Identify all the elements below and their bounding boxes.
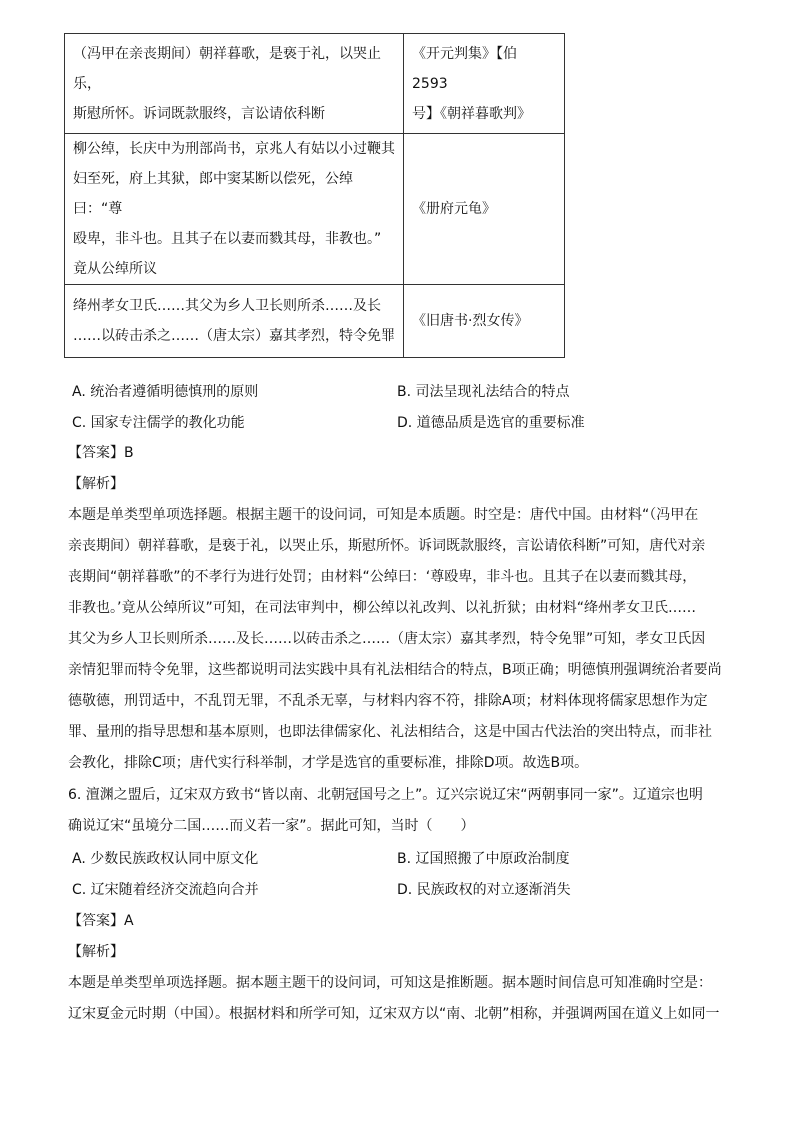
question-stem-line: 6. 澶渊之盟后，辽宋双方致书“皆以南、北朝冠国号之上”。辽兴宗说辽宋“两朝事同一家”。辽道宗也明 <box>68 787 703 803</box>
table-source-line: 《旧唐书·烈女传》 <box>412 313 529 329</box>
table-text-line: ……以砖击杀之……（唐太宗）嘉其孝烈，特令免罪 <box>73 328 395 344</box>
material-source-cell <box>404 285 565 358</box>
material-text-cell <box>65 134 404 285</box>
table-source-line: 《开元判集》【伯 2593 <box>412 45 517 92</box>
table-row <box>65 134 565 285</box>
material-text-cell <box>65 285 404 358</box>
option-a: A. 少数民族政权认同中原文化 <box>72 851 259 867</box>
analysis-line: 亲丧期间）朝祥暮歌，是亵于礼，以哭止乐，斯慰所怀。诉词既款服终，言讼请依科断”可知，唐代对亲 <box>68 538 706 554</box>
analysis-line: 罪、量刑的指导思想和基本原则，也即法律儒家化、礼法相结合，这是中国古代法治的突出特点，而非社 <box>68 724 712 740</box>
analysis-line: 亲情犯罪而特令免罪，这些都说明司法实践中具有礼法相结合的特点，B项正确；明德慎刑强调统治者要尚 <box>68 662 722 678</box>
analysis-line: 本题是单类型单项选择题。据本题主题干的设问词，可知这是推断题。据本题时间信息可知准确时空是： <box>68 975 712 991</box>
analysis-paragraph <box>68 968 736 1030</box>
option-b: B. 辽国照搬了中原政治制度 <box>397 851 570 867</box>
material-source-cell <box>404 34 565 134</box>
option-a: A. 统治者遵循明德慎刑的原则 <box>72 384 259 400</box>
analysis-line: 本题是单类型单项选择题。根据主题干的设问词，可知是本质题。时空是：唐代中国。由材料“（冯甲在 <box>68 507 699 523</box>
analysis-label: 【解析】 <box>68 476 124 492</box>
material-text-cell <box>65 34 404 134</box>
option-c: C. 辽宋随着经济交流趋向合并 <box>72 882 259 898</box>
table-text-line: 斯慰所怀。诉词既款服终，言讼请依科断 <box>73 105 325 122</box>
table-text-line: 妇至死，府上其狱，郎中窦某断以偿死，公绰曰：“尊 <box>73 171 353 217</box>
question-stem <box>68 780 736 842</box>
option-d: D. 民族政权的对立逐渐消失 <box>397 882 571 898</box>
analysis-line: 会教化，排除C项；唐代实行科举制，才学是选官的重要标准，排除D项。故选B项。 <box>68 755 589 771</box>
option-d: D. 道德品质是选官的重要标准 <box>397 415 585 431</box>
question-stem-line: 确说辽宋“虽境分二国……而义若一家”。据此可知，当时（ ） <box>68 818 475 834</box>
table-source-line: 号】《朝祥暮歌判》 <box>412 105 531 122</box>
analysis-line: 丧期间“朝祥暮歌”的不孝行为进行处罚；由材料“公绰曰：‘尊殴卑，非斗也。且其子在以妻而戮其母， <box>68 569 697 585</box>
answer-label: 【答案】A <box>68 913 134 929</box>
table-source-line: 《册府元龟》 <box>412 201 496 217</box>
table-text-line: 竟从公绰所议 <box>73 261 157 277</box>
option-b: B. 司法呈现礼法结合的特点 <box>397 384 570 400</box>
analysis-line: 辽宋夏金元时期（中国）。根据材料和所学可知，辽宋双方以“南、北朝”相称，并强调两国在道义上如同一 <box>68 1006 720 1022</box>
option-c: C. 国家专注儒学的教化功能 <box>72 415 245 431</box>
table-text-line: 绛州孝女卫氏……其父为乡人卫长则所杀……及长 <box>73 298 381 314</box>
material-source-cell <box>404 134 565 285</box>
analysis-paragraph <box>68 500 736 779</box>
analysis-line: 非教也。’竟从公绰所议”可知，在司法审判中，柳公绰以礼改判、以礼折狱；由材料“绛州孝女卫氏…… <box>68 600 696 616</box>
answer-label: 【答案】B <box>68 445 134 461</box>
material-table <box>64 33 565 358</box>
table-row <box>65 285 565 358</box>
table-text-line: （冯甲在亲丧期间）朝祥暮歌，是亵于礼，以哭止乐， <box>73 45 381 92</box>
table-text-line: 柳公绰，长庆中为刑部尚书，京兆人有姑以小过鞭其 <box>73 141 395 157</box>
analysis-line: 德敬德，刑罚适中，不乱罚无罪，不乱杀无辜，与材料内容不符，排除A项；材料体现将儒家思想作为定 <box>68 693 708 709</box>
analysis-label: 【解析】 <box>68 944 124 960</box>
table-row <box>65 34 565 134</box>
table-text-line: 殴卑，非斗也。且其子在以妻而戮其母，非教也。” <box>73 231 382 247</box>
analysis-line: 其父为乡人卫长则所杀……及长……以砖击杀之……（唐太宗）嘉其孝烈，特令免罪”可知，孝女卫氏因 <box>68 631 706 647</box>
